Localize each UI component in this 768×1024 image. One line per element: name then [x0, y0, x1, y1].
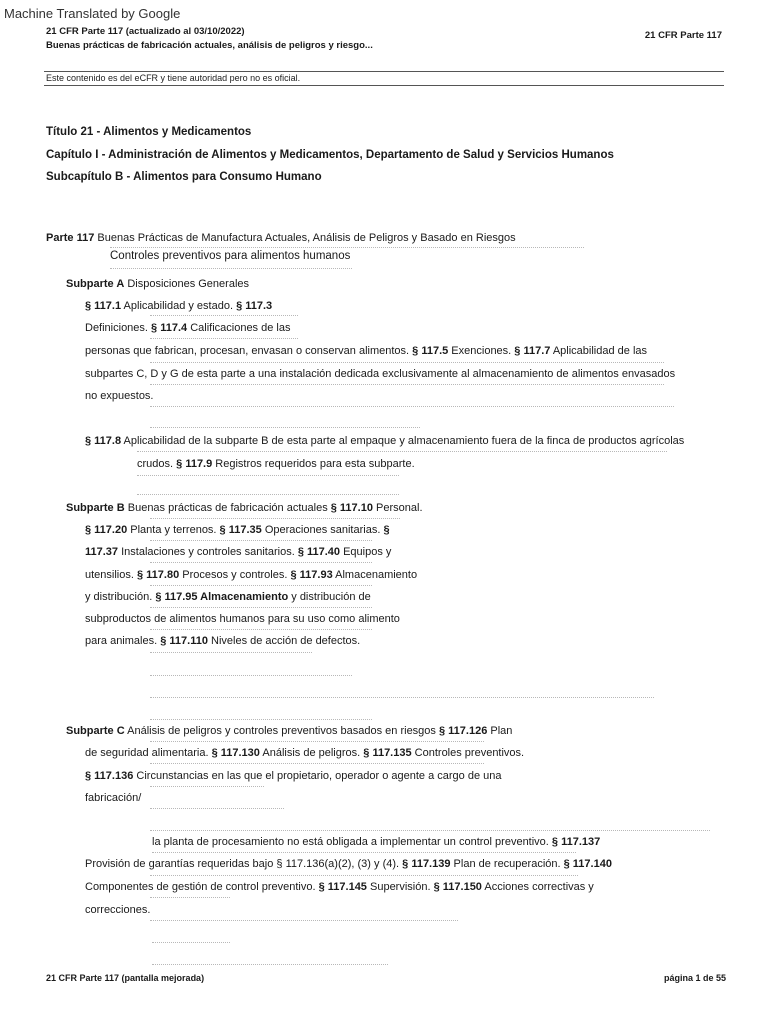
subpart-a-line[interactable] [85, 322, 290, 334]
subpart-b-heading[interactable] [66, 502, 423, 514]
subpart-a-line[interactable] [85, 435, 684, 447]
part-heading-cont: Controles preventivos para alimentos humanos [110, 250, 351, 262]
section-ref: § 117.7 [514, 345, 551, 357]
section-text: Almacenamiento [332, 569, 418, 581]
section-ref: § 117.80 [136, 569, 180, 581]
subpart-a-heading[interactable] [66, 278, 249, 290]
section-text: de seguridad alimentaria. [85, 747, 212, 759]
section-text: Aplicabilidad de las [550, 345, 648, 357]
section-ref: § 117.139 [402, 858, 451, 870]
dotted-leader [150, 562, 372, 563]
part-text: Buenas Prácticas de Manufactura Actuales, Análisis de Peligros y Basado en Riesgos [97, 232, 516, 244]
dotted-leader [150, 652, 312, 653]
dotted-leader [150, 338, 298, 339]
dotted-leader [150, 808, 284, 809]
section-ref: § 117.137 [551, 836, 601, 848]
section-text: Niveles de acción de defectos. [207, 635, 361, 647]
section-ref: § [383, 524, 390, 536]
dotted-leader [137, 475, 399, 476]
subpart-c-line[interactable] [85, 881, 594, 893]
dotted-leader [150, 362, 664, 363]
section-text: Planta y terrenos. [127, 524, 220, 536]
section-ref: § 117.4 [151, 322, 188, 334]
dotted-leader [150, 629, 372, 630]
section-ref: § 117.35 [219, 524, 262, 536]
dotted-leader [152, 852, 576, 853]
section-text: Exenciones. [448, 345, 515, 357]
section-ref: § 117.1 [85, 300, 122, 312]
subpart-b-line[interactable] [85, 546, 391, 558]
section-text: Plan de recuperación. [450, 858, 564, 870]
dotted-leader [150, 719, 372, 720]
subpart-a-text: Disposiciones Generales [127, 278, 249, 290]
dotted-leader [110, 268, 352, 269]
subpart-b-label: Subparte B [66, 502, 125, 514]
dotted-leader [150, 830, 710, 831]
section-text: Provisión de garantías requeridas bajo § 117.136(a)(2), (3) y (4). [85, 858, 403, 870]
section-text: Instalaciones y controles sanitarios. [118, 546, 298, 558]
section-text: Acciones correctivas y [481, 881, 594, 893]
subpart-b-line[interactable] [85, 635, 360, 647]
section-text: Procesos y controles. [179, 569, 291, 581]
dotted-leader [150, 697, 654, 698]
dotted-leader [150, 427, 420, 428]
notice-rule [44, 85, 724, 86]
section-text: Circunstancias en las que el propietario, operador o agente a cargo de una [133, 770, 502, 782]
subpart-c-label: Subparte C [66, 725, 125, 737]
page-number: página 1 de 55 [663, 973, 726, 983]
subpart-b-line[interactable] [85, 569, 417, 581]
section-text: Aplicabilidad de la subparte B de esta parte al empaque y almacenamiento fuera de la finca de productos agrícolas [121, 435, 685, 447]
dotted-leader [150, 518, 400, 519]
ecfr-notice: Este contenido es del eCFR y tiene autoridad pero no es oficial. [46, 73, 301, 83]
section-ref: § 117.110 [160, 635, 208, 647]
section-text: Calificaciones de las [187, 322, 291, 334]
section-text: crudos. [137, 458, 177, 470]
subchapter-heading: Subcapítulo B - Alimentos para Consumo Humano [46, 171, 322, 183]
section-text: Análisis de peligros. [259, 747, 364, 759]
section-ref: § 117.9 [176, 458, 213, 470]
section-text: Componentes de gestión de control preventivo. [85, 881, 319, 893]
subpart-b-line[interactable] [85, 524, 390, 536]
subpart-b-text: Buenas prácticas de fabricación actuales [124, 502, 331, 514]
section-ref: § 117.5 [412, 345, 449, 357]
dotted-leader [152, 964, 388, 965]
dotted-leader [150, 406, 674, 407]
section-ref: § 117.150 [433, 881, 482, 893]
subpart-a-line: no expuestos. [85, 390, 154, 402]
section-ref: § 117.145 [318, 881, 367, 893]
section-ref: § 117.10 [330, 502, 373, 514]
dotted-leader [137, 451, 667, 452]
section-text: Supervisión. [366, 881, 434, 893]
section-ref: 117.37 [85, 546, 119, 558]
section-ref: § 117.136 [85, 770, 134, 782]
subpart-c-text: Análisis de peligros y controles preventivos basados en riesgos [124, 725, 439, 737]
section-text: Personal. [372, 502, 423, 514]
subpart-a-line: subpartes C, D y G de esta parte a una instalación dedicada exclusivamente al almacenamiento de alimentos envasados [85, 368, 676, 380]
dotted-leader [150, 763, 484, 764]
subpart-c-line: fabricación/ [85, 792, 142, 804]
dotted-leader [150, 315, 298, 316]
section-ref: § 117.40 [297, 546, 341, 558]
section-text: Aplicabilidad y estado. [121, 300, 237, 312]
section-ref: § 117.135 [363, 747, 412, 759]
section-text: Definiciones. [85, 322, 152, 334]
header-rule [44, 71, 724, 72]
section-text: para animales. [85, 635, 161, 647]
section-ref: § 117.93 [290, 569, 333, 581]
section-ref: § 117.3 [236, 300, 273, 312]
subpart-c-line[interactable] [85, 747, 524, 759]
header-doc-title: 21 CFR Parte 117 (actualizado al 03/10/2022) [46, 26, 245, 37]
section-ref: § 117.95 Almacenamiento [155, 591, 289, 603]
section-text: y distribución. [85, 591, 156, 603]
section-text: Plan [487, 725, 513, 737]
dotted-leader [150, 920, 458, 921]
subpart-a-line[interactable] [85, 300, 272, 312]
dotted-leader [137, 494, 399, 495]
subpart-c-line[interactable] [85, 858, 612, 870]
subpart-b-line: subproductos de alimentos humanos para su uso como alimento [85, 613, 400, 625]
chapter-heading: Capítulo I - Administración de Alimentos y Medicamentos, Departamento de Salud y Servicios Humanos [46, 149, 614, 161]
section-text: Equipos y [340, 546, 392, 558]
dotted-leader [150, 675, 352, 676]
dotted-leader [152, 942, 230, 943]
section-ref: § 117.126 [438, 725, 488, 737]
footer-doc-label: 21 CFR Parte 117 (pantalla mejorada) [46, 973, 205, 983]
part-heading[interactable] [46, 232, 516, 244]
subpart-a-line[interactable] [85, 345, 647, 357]
dotted-leader [150, 875, 578, 876]
subpart-b-line[interactable] [85, 591, 371, 603]
dotted-leader [150, 897, 230, 898]
section-ref: § 117.140 [563, 858, 612, 870]
dotted-leader [150, 540, 372, 541]
section-ref: § 117.8 [85, 435, 122, 447]
subpart-a-line[interactable] [137, 458, 415, 470]
section-text: personas que fabrican, procesan, envasan o conservan alimentos. [85, 345, 413, 357]
section-text: Registros requeridos para esta subparte. [212, 458, 415, 470]
dotted-leader [150, 585, 372, 586]
header-right-label: 21 CFR Parte 117 [644, 30, 722, 41]
section-text: Operaciones sanitarias. [261, 524, 384, 536]
part-label: Parte 117 [46, 232, 95, 244]
section-ref: § 117.20 [85, 524, 128, 536]
header-doc-subtitle: Buenas prácticas de fabricación actuales, análisis de peligros y riesgo... [46, 40, 373, 51]
subpart-a-label: Subparte A [66, 278, 125, 290]
subpart-c-line: correcciones. [85, 904, 151, 916]
title-heading: Título 21 - Alimentos y Medicamentos [46, 126, 252, 138]
dotted-leader [150, 384, 664, 385]
dotted-leader [150, 741, 484, 742]
machine-translation-banner: Machine Translated by Google [4, 6, 181, 21]
dotted-leader [150, 607, 372, 608]
section-text: y distribución de [288, 591, 371, 603]
subpart-c-line[interactable] [85, 770, 501, 782]
section-text: la planta de procesamiento no está obligada a implementar un control preventivo. [152, 836, 552, 848]
subpart-c-heading[interactable] [66, 725, 512, 737]
section-text: Controles preventivos. [411, 747, 525, 759]
section-text: utensilios. [85, 569, 137, 581]
dotted-leader [110, 247, 584, 248]
subpart-c-line[interactable] [152, 836, 600, 848]
dotted-leader [150, 786, 264, 787]
section-ref: § 117.130 [211, 747, 260, 759]
